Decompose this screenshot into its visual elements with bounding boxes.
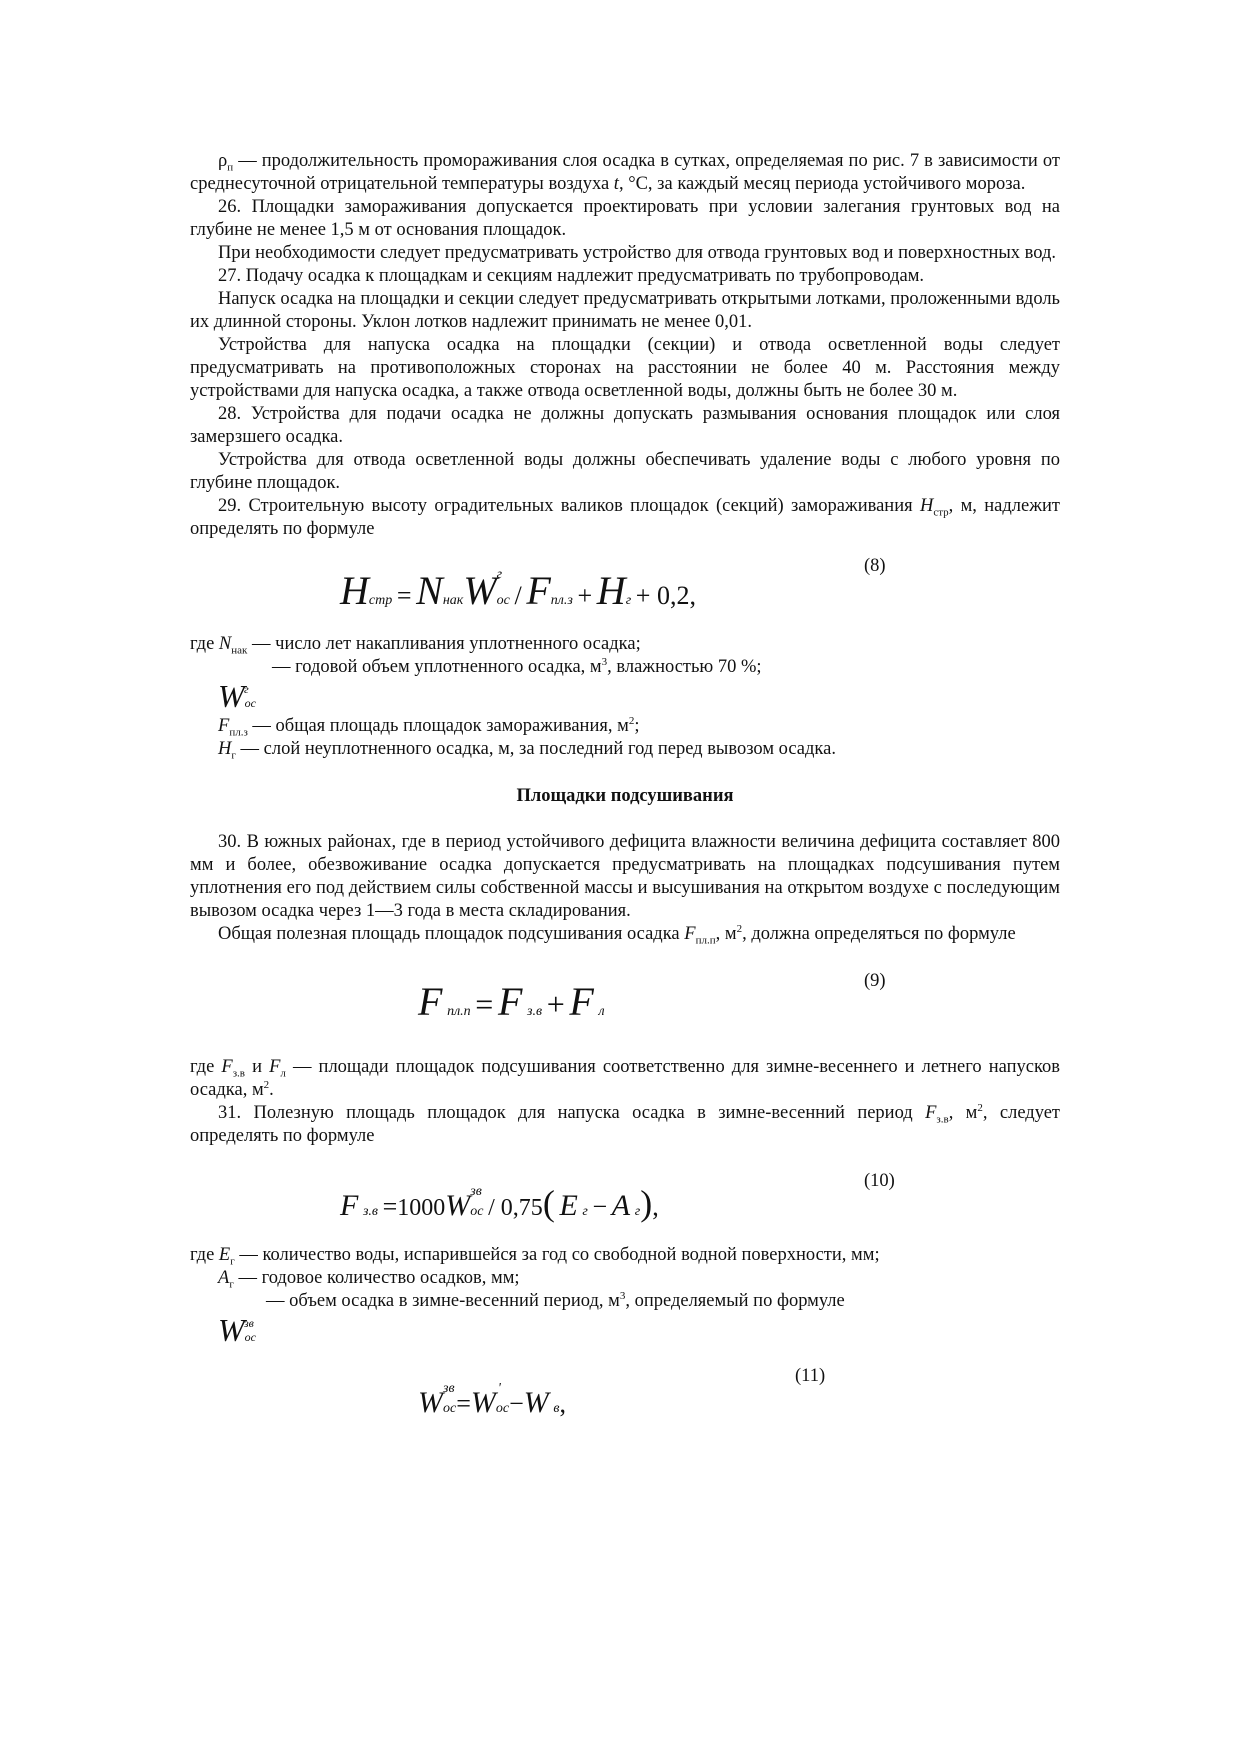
paragraph-29: 29. Строительную высоту оградительных валиков площадок (секций) замораживания $H_{стр}$, м, надлежит определять по формуле	[190, 496, 1060, 539]
paragraph-27: 27. Подачу осадка к площадкам и секциям надлежит предусматривать по трубопроводам.	[218, 266, 925, 286]
where-8-line4: $H_г$ — слой неуплотненного осадка, м, за последний год перед вывозом осадка.	[218, 739, 836, 762]
formula-8: (8) Hстр = NнакW г ос / Fпл.з + Hг + 0,2,	[340, 556, 886, 613]
formula-number: (9)	[864, 971, 886, 991]
section-heading: Площадки подсушивания	[516, 786, 734, 806]
formula-number: (8)	[864, 556, 886, 576]
symbol-w-zv: W зв ос	[218, 1312, 256, 1348]
where-10-line3: — объем осадка в зимне-весенний период, $м^3$, определяемый по формуле	[266, 1289, 845, 1311]
paragraph-rho: $\rho_п$ — продолжительность промораживания слоя осадка в сутках, определяемая по рис. 7 в зависимости от среднесуточной отрицательной температуры воздуха t, °С, за каждый месяц периода устойчивого мороза.	[190, 151, 1060, 194]
where-8-line1: где $N_{нак}$ — число лет накапливания уплотненного осадка;	[190, 634, 641, 657]
formula-number: (11)	[795, 1366, 826, 1386]
paragraph-27c: Устройства для напуска осадка на площадки (секции) и отвода осветленной воды следует предусматривать на противоположных сторонах на расстоянии не более 40 м. Расстояния между устройствами для напуска осадка, а также отвода осветленной воды, должны быть не более 30 м.	[190, 335, 1060, 401]
document-page	[190, 150, 1060, 1441]
paragraph-28: 28. Устройства для подачи осадка не должны допускать размывания основания площадок или слоя замерзшего осадка.	[190, 404, 1060, 447]
where-8-line3: $F_{пл.з}$ — общая площадь площадок замораживания, $м^2$;	[218, 714, 640, 739]
rho-symbol: ρ	[218, 151, 228, 171]
formula-number: (10)	[864, 1171, 895, 1191]
paragraph-28b: Устройства для отвода осветленной воды должны обеспечивать удаление воды с любого уровня по глубине площадок.	[190, 450, 1060, 493]
symbol-w-g: W г ос	[218, 678, 256, 714]
formula-9: (9) F пл.п = F з.в + F л	[418, 971, 886, 1024]
formula-11: (11) W зв ос=W ' ос−W в,	[418, 1366, 826, 1419]
paragraph-27b: Напуск осадка на площадки и секции следует предусматривать открытыми лотками, проложенными вдоль их длинной стороны. Уклон лотков надлежит принимать не менее 0,01.	[190, 289, 1060, 332]
paragraph-30: 30. В южных районах, где в период устойчивого дефицита влажности величина дефицита составляет 800 мм и более, обезвоживание осадка допускается предусматривать на площадках подсушивания путем уплотнения его под действием силы собственной массы и высушивания на открытом воздухе с последующим вывозом осадка через 1—3 года в места складирования.	[190, 832, 1060, 921]
where-8-line2: — годовой объем уплотненного осадка, $м^3$, влажностью 70 %;	[272, 655, 762, 677]
paragraph-26: 26. Площадки замораживания допускается проектировать при условии залегания грунтовых вод на глубине не менее 1,5 м от основания площадок.	[190, 197, 1060, 240]
where-10-line2: $A_г$ — годовое количество осадков, мм;	[218, 1268, 520, 1291]
formula-10: (10) F з.в =1000W зв ос / 0,75( E г − A г),	[340, 1171, 895, 1223]
paragraph-30b: Общая полезная площадь площадок подсушивания осадка $F_{пл.п}$, $м^2$, должна определяться по формуле	[218, 922, 1016, 947]
where-10-line1: где $E_г$ — количество воды, испарившейся за год со свободной водной поверхности, мм;	[190, 1245, 880, 1268]
paragraph-26b: При необходимости следует предусматривать устройство для отвода грунтовых вод и поверхностных вод.	[218, 243, 1057, 263]
where-9: где $F_{з.в}$ и $F_л$ — площади площадок подсушивания соответственно для зимне-весеннего и летнего напусков осадка, $м^2$.	[190, 1057, 1060, 1100]
paragraph-31: 31. Полезную площадь площадок для напуска осадка в зимне-весенний период $F_{з.в}$, $м^2$, следует определять по формуле	[190, 1101, 1060, 1146]
